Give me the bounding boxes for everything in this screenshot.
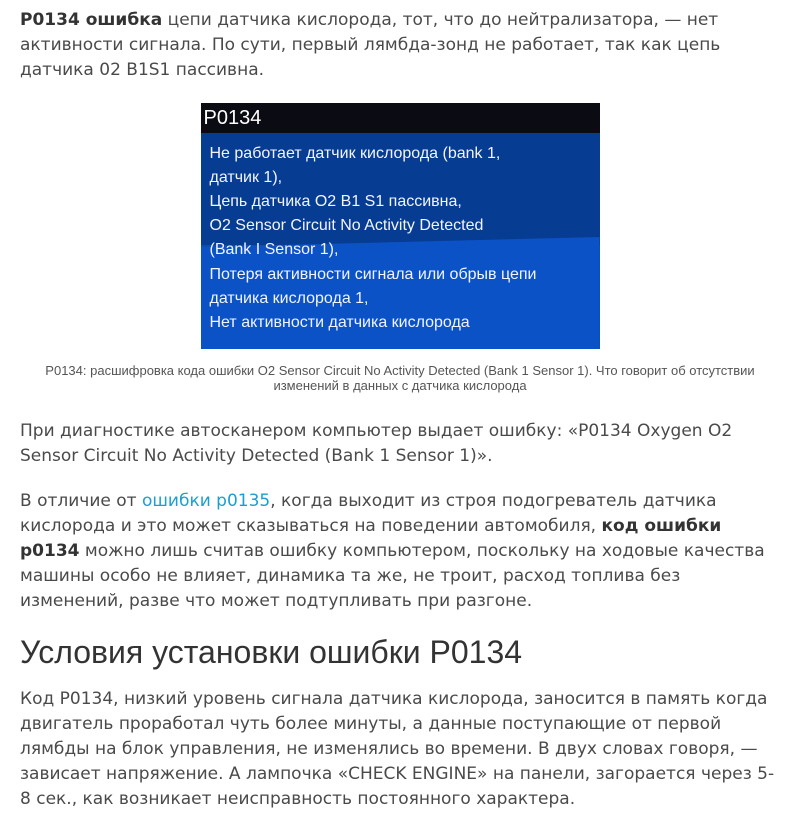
intro-paragraph xyxy=(20,8,780,83)
screen-line: Нет активности датчика кислорода xyxy=(209,314,470,331)
screen-line: датчика кислорода 1, xyxy=(209,290,369,307)
scanner-screen-body xyxy=(201,133,600,349)
article xyxy=(20,8,780,812)
comparison-text-mid: , когда выходит из строя подогреватель датчика кислорода и это может сказываться на поведении автомобиля, xyxy=(20,491,717,536)
comparison-text-pre: В отличие от xyxy=(20,491,142,511)
intro-text: цепи датчика кислорода, тот, что до нейтрализатора, — нет активности сигнала. По сути, первый лямбда-зонд не работает, так как цепь датчика 02 B1S1 пассивна. xyxy=(20,10,721,80)
screen-line: Не работает датчик кислорода (bank 1, xyxy=(209,145,501,162)
comparison-paragraph xyxy=(20,489,780,614)
figure-caption: P0134: расшифровка кода ошибки O2 Sensor Circuit No Activity Detected (Bank 1 Sensor 1). Что говорит об отсутствии изменений в данных с датчика кислорода xyxy=(45,363,755,393)
comparison-bold-code: код ошибки p0134 xyxy=(20,516,722,561)
comparison-text-post: можно лишь считав ошибку компьютером, поскольку на ходовые качества машины особо не влияет, динамика та же, не троит, расход топлива без изменений, разве что может подтупливать при разгоне. xyxy=(20,541,765,611)
intro-bold-code: P0134 ошибка xyxy=(20,10,163,30)
screen-line: Цепь датчика O2 B1 S1 пассивна, xyxy=(209,193,462,210)
screen-line: O2 Sensor Circuit No Activity Detected xyxy=(209,217,484,234)
screen-line: (Bank I Sensor 1), xyxy=(209,241,339,258)
diagnostics-paragraph: При диагностике автосканером компьютер выдает ошибку: «P0134 Oxygen O2 Sensor Circuit No Activity Detected (Bank 1 Sensor 1)». xyxy=(20,421,733,466)
screen-line: датчик 1), xyxy=(209,169,283,186)
conditions-paragraph: Код P0134, низкий уровень сигнала датчика кислорода, заносится в память когда двигатель проработал чуть более минуты, а данные поступающие от первой лямбды на блок управления, не изменялись во времени. В двух словах говоря, — зависает напряжение. А лампочка «CHECK ENGINE» на панели, загорается через 5-8 сек., как возникает неисправность постоянного характера. xyxy=(20,689,775,809)
p0135-error-link[interactable]: ошибки p0135 xyxy=(141,491,271,511)
scanner-screen-title: P0134 xyxy=(201,103,600,133)
error-code-figure xyxy=(20,103,780,393)
scanner-screen-image xyxy=(201,103,600,349)
section-heading: Условия установки ошибки P0134 xyxy=(20,634,523,670)
screen-line: Потеря активности сигнала или обрыв цепи xyxy=(209,266,537,283)
